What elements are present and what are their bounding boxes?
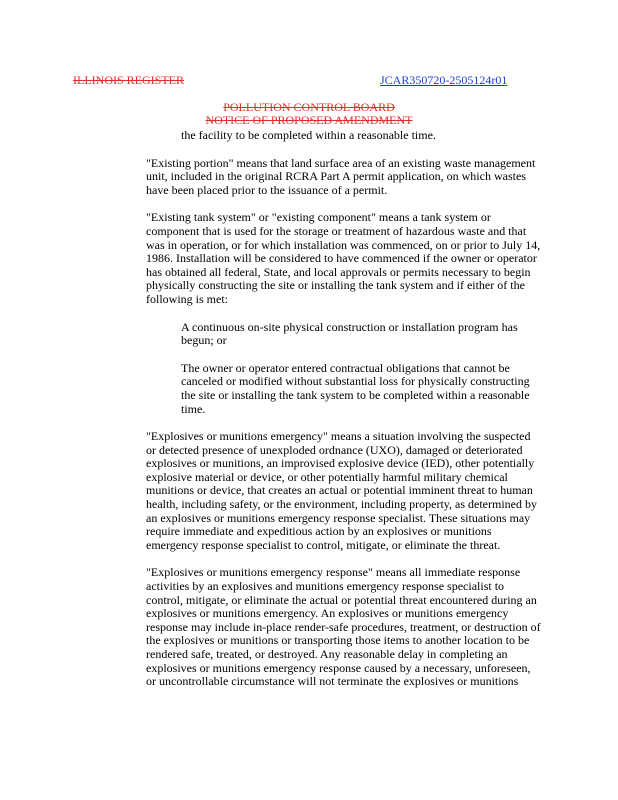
text-line: The owner or operator entered contractual obligations that cannot be bbox=[181, 360, 510, 375]
text-line: the facility to be completed within a reasonable time. bbox=[181, 128, 436, 142]
text-line: explosives or munitions emergency. An explosives or munitions emergency bbox=[146, 606, 509, 621]
text-line: has obtained all federal, State, and local approvals or permits necessary to begin bbox=[146, 264, 531, 279]
text-line: or detected presence of unexploded ordnance (UXO), damaged or deteriorated bbox=[146, 442, 523, 457]
paragraph bbox=[146, 157, 594, 198]
text-line: control, mitigate, or eliminate the actual or potential threat encountered during an bbox=[146, 592, 537, 607]
text-line: A continuous on-site physical construction or installation program has bbox=[181, 319, 518, 334]
paragraph bbox=[146, 566, 594, 688]
text-line: explosives or munitions, an improvised explosive device (IED), other potentially bbox=[146, 456, 535, 471]
text-line: require immediate and expeditious action by an explosives or munitions bbox=[146, 524, 492, 539]
text-line: the site or installing the tank system to be completed within a reasonable bbox=[181, 387, 530, 402]
text-line: "Existing tank system" or "existing component" means a tank system or bbox=[146, 210, 491, 225]
text-line: explosives or munitions emergency response caused by a necessary, unforeseen, bbox=[146, 660, 531, 675]
paragraph bbox=[146, 430, 594, 552]
register-header: ILLINOIS REGISTER bbox=[73, 73, 184, 87]
text-line: have been placed prior to the issuance of a permit. bbox=[146, 182, 388, 197]
text-line: health, including safety, or the environment, including property, as determined by bbox=[146, 497, 538, 512]
text-line: following is met: bbox=[146, 291, 228, 306]
text-line: an explosives or munitions emergency response specialist. These situations may bbox=[146, 510, 531, 525]
text-line: begun; or bbox=[181, 333, 227, 348]
text-line: the explosives or munitions or transporting those items to another location to be bbox=[146, 633, 530, 648]
text-line: "Existing portion" means that land surface area of an existing waste management bbox=[146, 155, 536, 170]
text-line: response may include in-place render-safe procedures, treatment, or destruction of bbox=[146, 619, 541, 634]
paragraph bbox=[146, 211, 594, 306]
text-line: physically constructing the site or installing the tank system and if either of the bbox=[146, 278, 525, 293]
text-line: was in operation, or for which installation was commenced, on or prior to July 14, bbox=[146, 237, 541, 252]
text-line: activities by an explosives and munitions emergency response specialist to bbox=[146, 579, 505, 594]
paragraph bbox=[181, 321, 594, 348]
text-line: munitions or device, that creates an actual or potential imminent threat to human bbox=[146, 483, 533, 498]
text-line: time. bbox=[181, 401, 206, 416]
text-line: component that is used for the storage or treatment of hazardous waste and that bbox=[146, 223, 527, 238]
text-line: canceled or modified without substantial loss for physically constructing bbox=[181, 374, 530, 389]
text-line: unit, included in the original RCRA Part A permit application, on which wastes bbox=[146, 169, 526, 184]
text-line: emergency response specialist to control, mitigate, or eliminate the threat. bbox=[146, 537, 501, 552]
text-line: rendered safe, treated, or destroyed. Any reasonable delay in completing an bbox=[146, 647, 508, 661]
text-line: "Explosives or munitions emergency" means a situation involving the suspected bbox=[146, 429, 531, 444]
text-line: "Explosives or munitions emergency response" means all immediate response bbox=[146, 565, 521, 580]
text-line: 1986. Installation will be considered to have commenced if the owner or operator bbox=[146, 251, 537, 266]
text-line: explosive material or device, or other potentially harmful military chemical bbox=[146, 469, 508, 484]
jcar-code[interactable]: JCAR350720-2505124r01 bbox=[380, 73, 508, 87]
agency-title: POLLUTION CONTROL BOARD bbox=[223, 100, 395, 114]
paragraph bbox=[181, 129, 594, 143]
text-line: or uncontrollable circumstance will not terminate the explosives or munitions bbox=[146, 674, 519, 689]
document-body bbox=[146, 129, 594, 703]
notice-title: NOTICE OF PROPOSED AMENDMENT bbox=[205, 113, 413, 127]
paragraph bbox=[181, 362, 594, 416]
